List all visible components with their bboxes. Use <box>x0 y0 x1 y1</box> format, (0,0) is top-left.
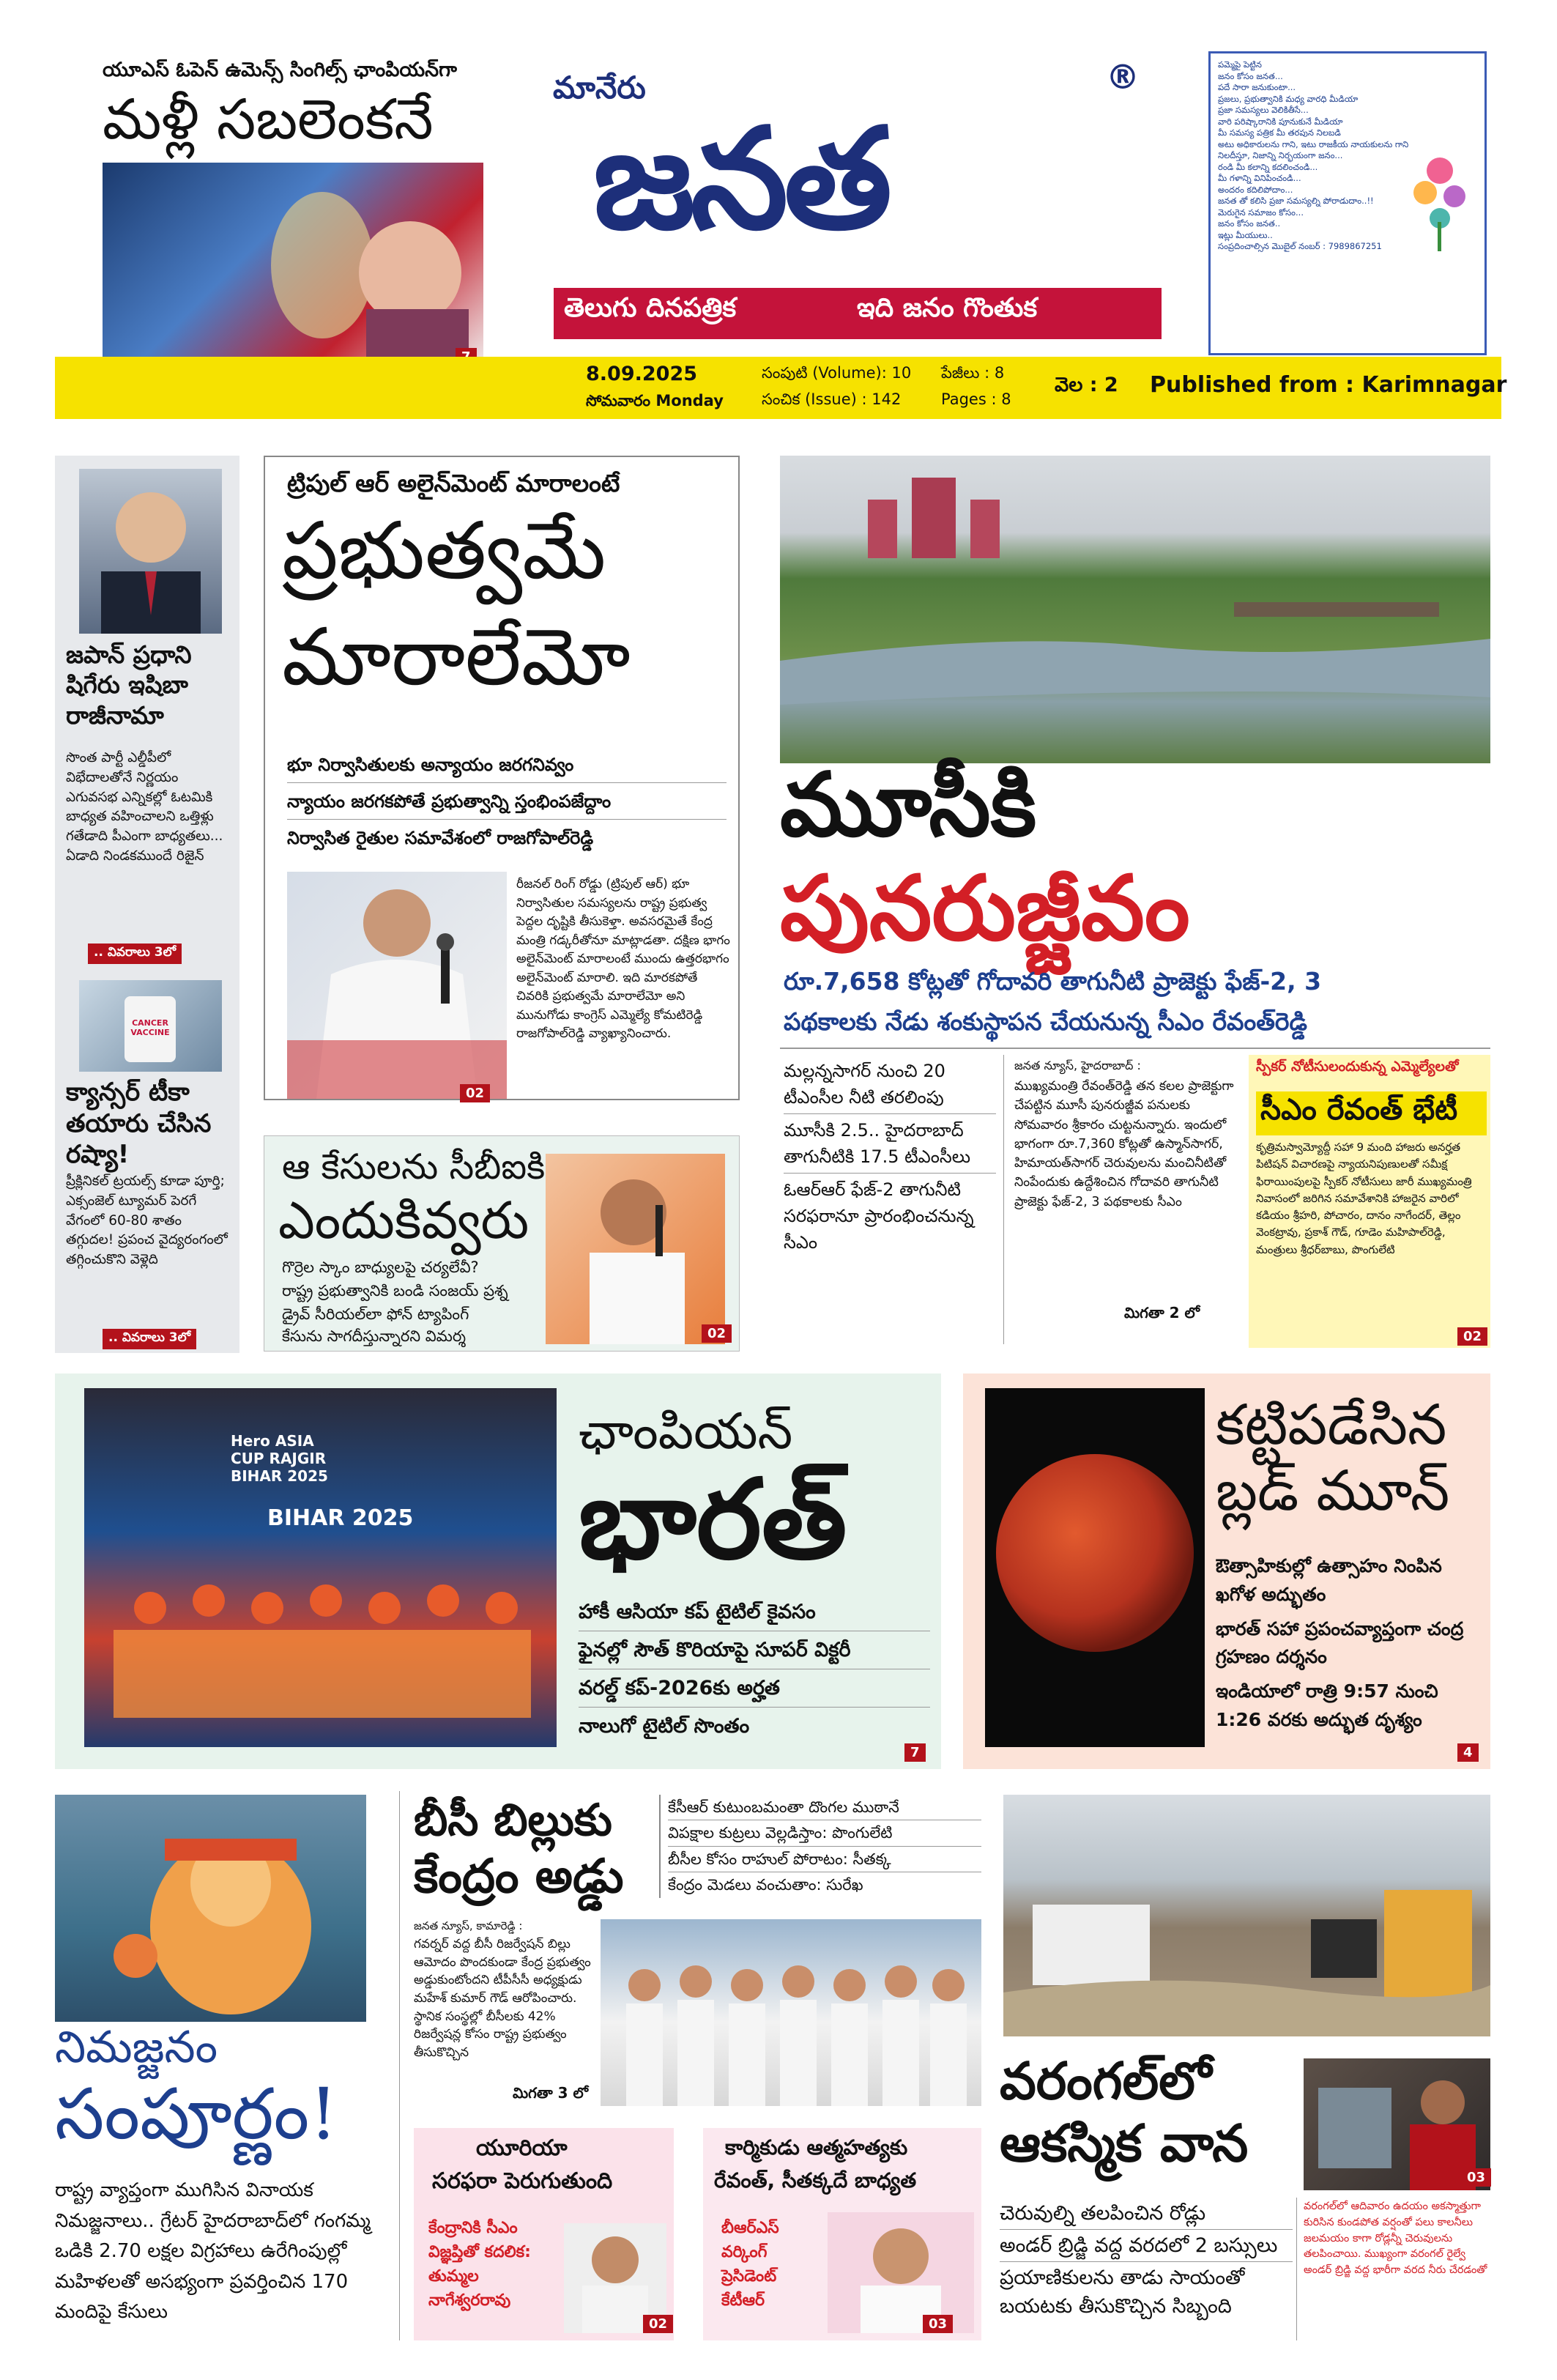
left-story1-more[interactable]: .. వివరాలు 3లో <box>88 944 182 964</box>
blood-moon-photo <box>985 1388 1205 1747</box>
flood-icon <box>1003 1795 1490 2036</box>
page-number-badge: 02 <box>1457 1327 1487 1346</box>
cbi-sub-4: కేసును సాగదీస్తున్నారని విమర్శ <box>282 1327 466 1345</box>
ad-line: మీ గళాన్ని వినిపించండి... <box>1218 173 1301 184</box>
speaker-icon <box>287 872 507 1099</box>
worker-body: బీఆర్ఎస్ వర్కింగ్ ప్రెసిడెంట్ కేటీఆర్ <box>721 2219 779 2310</box>
urea-headline-2[interactable]: సరఫరా పెరుగుతుంది <box>432 2168 613 2194</box>
immersion-headline-2[interactable]: సంపూర్ణం! <box>55 2073 338 2155</box>
musi-deck-1: రూ.7,658 కోట్లతో గోదావరి తాగునీటి ప్రాజెక్టు ఫేజ్-2, 3 <box>784 967 1322 996</box>
musi-point: ఓఆర్ఆర్ ఫేజ్-2 తాగునీటి సరఫరానూ ప్రారంభించనున్న సీఎం <box>784 1179 974 1253</box>
cbi-sub-2: రాష్ట్ర ప్రభుత్వానికి బండి సంజయ్ ప్రశ్న <box>282 1282 508 1300</box>
immersion-headline-1: నిమజ్జనం <box>55 2022 218 2073</box>
bc-headline-1[interactable]: బీసీ బిల్లుకు <box>414 1795 612 1846</box>
vaccine-label: CANCER VACCINE <box>125 996 176 1062</box>
rrr-sub-2: న్యాయం జరగకపోతే ప్రభుత్వాన్ని స్తంభింపజేద్దాం <box>287 791 612 812</box>
ad-line: మెరుగైన సమాజం కోసం... <box>1218 207 1304 218</box>
left-story2-headline[interactable]: క్యాన్సర్ టీకా తయారు చేసిన రష్యా! <box>66 1078 212 1169</box>
published-from: Published from : Karimnagar <box>1150 372 1507 398</box>
hockey-banner: Hero ASIA CUP RAJGIR BIHAR 2025 <box>231 1432 328 1485</box>
bc-side-point: కేసీఆర్ కుటుంబమంతా దొంగల ముఠానే <box>668 1795 981 1820</box>
worker-headline-1[interactable]: కార్మికుడు ఆత్మహత్యకు <box>725 2135 908 2160</box>
musi-points <box>784 1055 996 1258</box>
issue-date: 8.09.2025 <box>586 363 698 385</box>
warangal-headline-2[interactable]: ఆకస్మిక వాన <box>1000 2113 1249 2173</box>
rrr-headline-2[interactable]: మారాలేమో <box>282 612 631 703</box>
ad-line: పమ్మెపై పెట్టిన <box>1218 59 1263 70</box>
india-points <box>579 1593 930 1745</box>
pages-en: Pages : 8 <box>941 390 1011 408</box>
warangal-flood-photo <box>1003 1795 1490 2036</box>
urea-headline-1[interactable]: యూరియా <box>476 2135 568 2161</box>
india-headline[interactable]: భారత్ <box>579 1456 847 1584</box>
bc-side-point: కేంద్రం మెడలు వంచుతాం: సురేఖ <box>668 1876 863 1894</box>
cbi-headline-1[interactable]: ఆ కేసులను సీబీఐకి <box>282 1146 546 1187</box>
page-number-badge: 03 <box>1461 2168 1491 2187</box>
bc-more[interactable]: మిగతా 3 లో <box>513 2084 589 2102</box>
hockey-banner-2: BIHAR 2025 <box>267 1505 414 1531</box>
urea-body: కేంద్రానికి సీఎం విజ్ఞప్తితో కదలిక: తుమ్మల నాగేశ్వరరావు <box>428 2219 531 2310</box>
musi-dateline: జనత న్యూస్, హైదరాబాద్ : <box>1014 1059 1141 1072</box>
bc-headline-2[interactable]: కేంద్రం అడ్డు <box>414 1850 624 1904</box>
moon-headline-2[interactable]: బ్లడ్ మూన్ <box>1216 1458 1450 1523</box>
moon-icon <box>985 1388 1205 1747</box>
ad-line: ఇట్లు మీయులు.. <box>1218 229 1273 240</box>
rajagopal-photo <box>287 872 507 1099</box>
ad-line: రండి మీ కలాన్ని కదలించండి... <box>1218 161 1318 172</box>
ad-line: జనం కోసం జనత.. <box>1218 218 1281 229</box>
divider <box>1296 2198 1297 2340</box>
ad-line: పదే సారా జనుకుంటా... <box>1218 82 1296 93</box>
speaker-headline[interactable]: సీఎం రేవంత్ భేటీ <box>1256 1091 1487 1135</box>
india-point: వరల్డ్ కప్-2026కు అర్హత <box>579 1669 930 1708</box>
page-number-badge: 7 <box>904 1743 926 1762</box>
warangal-point: ప్రయాణికులను తాడు సాయంతో బయటకు తీసుకొచ్చిన సిబ్బంది <box>1000 2266 1245 2318</box>
divider <box>1003 1055 1004 1344</box>
price: వెల : 2 <box>1055 374 1118 396</box>
cbi-headline-2[interactable]: ఎందుకివ్వరు <box>278 1190 529 1250</box>
warangal-point: అండర్ బ్రిడ్జి వద్ద వరదలో 2 బస్సులు <box>1000 2230 1293 2262</box>
moon-point: ఇండియాలో రాత్రి 9:57 నుంచి 1:26 వరకు అద్భుత దృశ్యం <box>1216 1680 1438 1730</box>
india-point: హాకీ ఆసియా కప్ టైటిల్ కైవసం <box>579 1593 930 1631</box>
page-number-badge: 02 <box>460 1084 490 1102</box>
musi-point: మల్లన్నసాగర్ నుంచి 20 టీఎంసీల నీటి తరలింపు <box>784 1055 996 1114</box>
left-story2-more[interactable]: .. వివరాలు 3లో <box>103 1329 196 1349</box>
ad-line: అందరం కదిలిపోదాం... <box>1218 184 1293 195</box>
musi-river-photo <box>780 456 1490 763</box>
sabalenka-photo <box>103 163 483 371</box>
ganesh-photo <box>55 1795 366 2022</box>
musi-deck-2: పథకాలకు నేడు శంకుస్థాపన చేయనున్న సీఎం రేవంత్‌రెడ్డి <box>784 1007 1307 1036</box>
landscape-icon <box>780 456 1490 763</box>
page-number-badge: 03 <box>923 2315 953 2333</box>
left-story1-headline[interactable]: జపాన్ ప్రధాని షిగేరు ఇషిబా రాజీనామా <box>66 640 192 730</box>
ad-line: అటు అధికారులను గాని, ఇటు రాజకీయ నాయకులను గాని <box>1218 138 1409 149</box>
ad-line: నిలదీస్తూ, నిజాన్ని నిర్భయంగా జనం... <box>1218 150 1343 161</box>
cbi-sub-3: డ్రైవ్ సీరియల్‌లా ఫోన్ ట్యాపింగ్ <box>282 1305 469 1323</box>
vaccine-photo <box>79 980 222 1072</box>
ad-line: జనం కోసం జనత... <box>1218 70 1283 81</box>
bc-meeting-photo <box>601 1919 981 2106</box>
rrr-headline-1[interactable]: ప్రభుత్వమే <box>282 505 606 597</box>
ad-line: సంప్రదించాల్సిన మొబైల్ నంబర్ : 7989867251 <box>1218 241 1382 252</box>
india-point: నాలుగో టైటిల్ సొంతం <box>579 1715 750 1738</box>
musi-body: ముఖ్యమంత్రి రేవంత్‌రెడ్డి తన కలల ప్రాజెక్టుగా చేపట్టిన మూసీ పునరుజ్జీవ పనులకు సోమవారం శ్రీకారం చుట్టనున్నారు. ఇందులో భాగంగా రూ.7,360 కోట్లతో ఉస్మాన్‌సాగర్, హిమాయత్‌సాగర్ చెరువులను మంచినీటితో నింపేందుకు ఉద్దేశించిన గోదావరి తాగునీటి ప్రాజెక్టు ఫేజ్-2, 3 పథకాలకు సీఎం <box>1014 1079 1234 1209</box>
rrr-body: రీజనల్ రింగ్ రోడ్డు (ట్రిపుల్ ఆర్) భూ నిర్వాసితుల సమస్యలను రాష్ట్ర ప్రభుత్వ పెద్దల దృష్టికి తీసుకెళ్తా. అవసరమైతే కేంద్ర మంత్రి గడ్కరీతోనూ మాట్లాడతా. దక్షిణ భాగం అలైన్‌మెంట్ మారాలంటే ముందు ఉత్తరభాగం అలైన్‌మెంట్ మారాలి. ఇది మారకపోతే చివరికి ప్రభుత్వమే మారాలేమో అని మునుగోడు కాంగ్రెస్ ఎమ్మెల్యే కోమటిరెడ్డి రాజగోపాల్‌రెడ్డి వ్యాఖ్యానించారు. <box>516 877 730 1041</box>
warangal-headline-1[interactable]: వరంగల్‌లో <box>1000 2051 1212 2111</box>
cbi-sub-1: గొర్రెల స్కాం బాధ్యులపై చర్యలేవీ? <box>282 1258 479 1276</box>
speaker-kicker: స్పీకర్ నోటీసులందుకున్న ఎమ్మెల్యేలతో <box>1256 1059 1459 1075</box>
moon-point: భారత్ సహా ప్రపంచవ్యాప్తంగా చంద్ర గ్రహణం దర్శనం <box>1216 1617 1464 1668</box>
bandi-sanjay-photo <box>546 1154 725 1344</box>
warangal-body: వరంగల్‌లో ఆదివారం ఉదయం అకస్మాత్తుగా కురిసిన కుండపోత వర్షంతో పలు కాలనీలు జలమయం కాగా రోడ్లన్నీ చెరువులను తలపించాయి. ముఖ్యంగా వరంగల్ రైల్వే అండర్ బ్రిడ్జి వద్ద భారీగా వరద నీరు చేరడంతో <box>1304 2201 1487 2276</box>
idol-icon <box>55 1795 366 2022</box>
india-kicker: ఛాంపియన్ <box>579 1403 793 1461</box>
ad-box <box>1208 51 1487 355</box>
ad-line: ప్రజలు, ప్రభుత్వానికి మధ్య వారధి మీడియా <box>1218 93 1359 104</box>
bc-dateline: జనత న్యూస్, కామారెడ్డి : <box>414 1919 523 1932</box>
portrait-icon <box>79 469 222 634</box>
rrr-sub-3: నిర్వాసిత రైతుల సమావేశంలో రాజగోపాల్‌రెడ్డి <box>287 828 594 848</box>
brand-small: మానేరు <box>553 70 646 105</box>
musi-headline-1[interactable]: మూసీకి <box>780 755 1037 856</box>
warangal-points <box>1000 2198 1293 2323</box>
issue-number: సంచిక (Issue) : 142 <box>762 390 902 408</box>
brand-logo[interactable]: జనత <box>593 98 888 260</box>
issue-day: సోమవారం Monday <box>586 392 724 409</box>
bc-side-point: బీసీల కోసం రాహుల్ పోరాటం: సీతక్క <box>668 1847 981 1872</box>
divider <box>287 819 727 820</box>
bc-side-point: విపక్షాల కుట్రలు వెల్లడిస్తాం: పొంగులేటి <box>668 1820 981 1846</box>
ad-line: ప్రజా సమస్యలు వెలికితీసే... <box>1218 105 1309 116</box>
ad-line: వారి పరిష్కారానికి పూనుకునే మీడియా <box>1218 116 1343 127</box>
left-story1-body: సొంత పార్టీ ఎల్డీపీలో విభేదాలతోనే నిర్ణయం ఎగువసభ ఎన్నికల్లో ఓటమికి బాధ్యత వహించాలని ఒత్తిళ్లు గతేడాది పీఎంగా బాధ్యతలు... ఏడాది నిండకముందే రిజైన్ <box>66 750 223 864</box>
hockey-team-photo <box>84 1388 557 1747</box>
crowd-icon <box>601 1919 981 2106</box>
moon-point: ఔత్సాహికుల్లో ఉత్సాహం నింపిన ఖగోళ అద్భుతం <box>1216 1555 1442 1605</box>
trophy-icon <box>103 163 483 371</box>
india-point: ఫైనల్లో సౌత్ కొరియాపై సూపర్ విక్టరీ <box>579 1631 930 1669</box>
immersion-body: రాష్ట్ర వ్యాప్తంగా ముగిసిన వినాయక నిమజ్జనాలు.. గ్రేటర్ హైదరాబాద్‌లో గంగమ్మ ఒడికి 2.70 లక్షల విగ్రహాలు ఉరేగింపుల్లో మహిళలతో అసభ్యంగా ప్రవర్తించిన 170 మందిపై కేసులు <box>55 2179 371 2324</box>
musi-headline-2[interactable]: పునరుజ్జీవం <box>780 856 1190 960</box>
page-number-badge: 02 <box>643 2315 673 2333</box>
top-left-headline[interactable]: మళ్లీ సబలెంకనే <box>103 86 434 152</box>
volume: సంపుటి (Volume): 10 <box>762 364 912 382</box>
musi-point: మూసీకి 2.5.. హైదరాబాద్ తాగునీటికి 17.5 టీఎంసీలు <box>784 1114 996 1174</box>
page-number-badge: 02 <box>702 1324 732 1343</box>
moon-points <box>1216 1549 1483 1738</box>
ishiba-photo <box>79 469 222 634</box>
top-left-kicker: యూఎస్ ఓపెన్ ఉమెన్స్ సింగిల్స్ ఛాంపియన్‌గా <box>103 59 457 81</box>
ad-line: జనత తో కలిసి ప్రజా సమస్యల్ని పోరాడుదాం..!! <box>1218 196 1374 207</box>
divider <box>399 1791 400 2340</box>
speaker-body: కృత్రిమస్వామ్యోద్దీ సహా 9 మంది హాజరు అనర్హత పిటిషన్ విచారణపై న్యాయనిపుణులతో సమీక్ష ఫిరాయింపులపై స్పీకర్ నోటీసులు జారీ ముఖ్యమంత్రి నివాసంలో జరిగిన సమావేశానికి హాజరైన వారిలో కడియం శ్రీహరి, పోచారం, దానం నాగేందర్, తెల్లం వెంకట్రావు, ప్రకాశ్ గౌడ్, గూడెం మహిపాల్‌రెడ్డి, మంత్రులు శ్రీధర్‌బాబు, పొంగులేటి <box>1256 1141 1472 1256</box>
portrait-icon <box>546 1154 725 1344</box>
left-story2-body: ప్రీక్లినికల్ ట్రయల్స్ కూడా పూర్తి; ఎక్సంజెల్ ట్యూమర్ పెరగే వేగంలో 60-80 శాతం తగ్గుదల! ప్రపంచ వైద్యరంగంలో తగ్గించుకొని వెళ్లెది <box>66 1174 228 1268</box>
divider <box>287 782 727 783</box>
rrr-sub-1: భూ నిర్వాసితులకు అన్యాయం జరగనివ్వం <box>287 755 574 775</box>
musi-more[interactable]: మిగతా 2 లో <box>1124 1304 1200 1321</box>
divider <box>780 1048 1490 1049</box>
warangal-point: చెరువుల్ని తలపించిన రోడ్లు <box>1000 2198 1293 2230</box>
tagline-right: ఇది జనం గొంతుక <box>857 293 1038 323</box>
ad-line: మీ సమస్య పత్రిక మీ తరపున నిలబడి <box>1218 127 1341 138</box>
page-number-badge: 4 <box>1457 1743 1479 1762</box>
bc-side-points <box>659 1795 981 1898</box>
bc-body: గవర్నర్ వద్ద బీసీ రిజర్వేషన్ బిల్లు ఆమోదం పొందకుండా కేంద్ర ప్రభుత్వం అడ్డుకుంటోందని టీపీసీసీ అధ్యక్షుడు మహేశ్ కుమార్ గౌడ్ ఆరోపించారు. స్థానిక సంస్థల్లో బీసీలకు 42% రిజర్వేషన్ల కోసం రాష్ట్ర ప్రభుత్వం తీసుకొచ్చిన <box>414 1937 591 2060</box>
rrr-kicker: ట్రిపుల్ ఆర్ అలైన్‌మెంట్ మారాలంటే <box>287 469 620 497</box>
flower-icon <box>1400 141 1480 251</box>
tagline-left: తెలుగు దినపత్రిక <box>564 293 737 323</box>
pages-te: పేజీలు : 8 <box>941 364 1005 382</box>
registered-mark: ® <box>1106 57 1140 97</box>
worker-headline-2[interactable]: రేవంత్, సీతక్కదే బాధ్యత <box>714 2168 917 2192</box>
moon-headline-1[interactable]: కట్టిపడేసిన <box>1216 1392 1447 1457</box>
